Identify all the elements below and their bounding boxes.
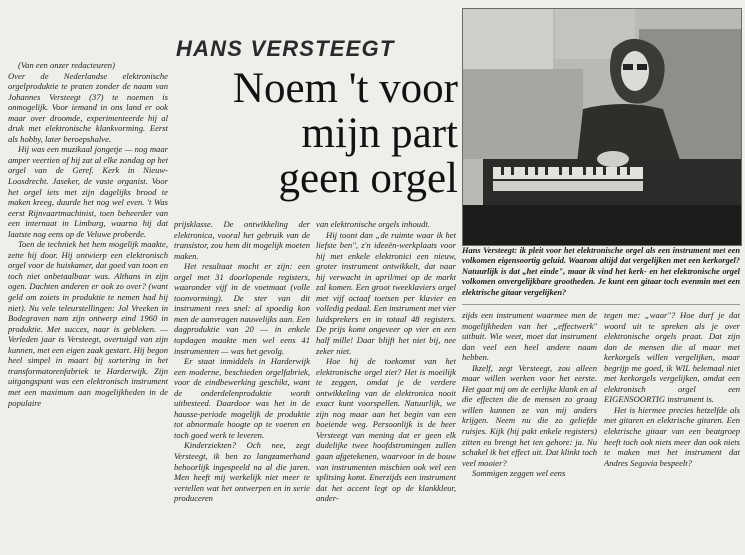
paragraph: Ikzelf, zegt Versteegt, zou alleen maar willen werken voor het eerste. Het gaat mij om de eerlijke klank en al die effecten die de mensen zo graag willen kunnen ze van mij anders krijgen. Neem nu die zo geliefde ruisjes. Kijk (hij pakt enkele registers) zitten eu brengt het ten gehore: ja. Nu schakel ik het effect uit. Dat klinkt toch veel mooier? <box>462 362 597 468</box>
paragraph: prijsklasse. De ontwikkeling der elektronica, vooral het gebruik van de transistor, zou hem dit mogelijk moeten maken. <box>174 219 310 261</box>
headline-line: geen orgel <box>278 155 458 202</box>
article-column-3 <box>316 219 456 552</box>
headline <box>176 66 458 201</box>
article-column-4 <box>462 310 597 552</box>
article-column-5 <box>604 310 740 552</box>
photo-organist <box>462 8 742 246</box>
paragraph: Er staat inmiddels in Harderwijk een moderne, beschieden orgelfabriek, voor de eindbewerking geschikt, want de onderdelenproduktie wordt uitbesteed. Daardoor was het in de hausse-periode mogelijk de produktie tot abnormale hoogte op te voeren en toch goed werk te leveren. <box>174 356 310 440</box>
paragraph: Sommigen zeggen wel eens <box>472 468 566 479</box>
paragraph: Hoe hij de toekomst van het elektronische orgel ziet? Het is moeilijk te zeggen, omdat je de verdere ontwikkeling van de elektronica nooit exact kunt voorspellen. Natuurlijk, we zijn nog maar aan het begin van een boeiende weg. Persoonlijk is de heer Versteegt van mening dat er geen elk dudelijke twee hoofdstromingen zullen gaan afgetekenen, waarvoor in de bouw van instrumenten mischien ook wel een splitsing komt. Enerzijds een instrument dat het accent legt op de klankkleur, ander- <box>316 356 456 504</box>
paragraph: Kinderziekten? Och nee, zegt Versteegt, ik ben zo langzamerhand behoorlijk ingespeeld na al die jaren. Men heeft mij werkelijk niet meer te vertellen wat het ontwerpen en in serie produceren <box>174 440 310 504</box>
paragraph: Hij was een muzikaal jongetje — nog maar amper veertien of hij zat al elke zondag op het orgel van de Geref. Kerk in Nieuw-Loosdrecht. Jaseker, de vaste organist. Voor het orgel iets met zijn dagelijks brood te maken kreeg, duurde het nog wel even. 't Was eerst Rijnvaartmachinist, toen beheerder van een internaat in Limburg, waarna hij dat laatste nog eens op de Veluwe proberde. <box>8 144 168 239</box>
divider <box>462 304 740 305</box>
paragraph: Over de Nederlandse elektronische orgelproduktie te praten zonder de naam van Johannes Versteegt (37) te noemen is onmogelijk. Voor iemand in ons land er ook maar over droomde, experimenteerde hij al druk met elektronische klankvorming. Eerst als hobby, later beroepshalve. <box>8 70 168 144</box>
credit-line: (Van een onzer redacteuren) <box>18 60 115 70</box>
paragraph: van elektronische orgels inhoudt. <box>316 219 430 229</box>
photo-caption: Hans Versteegt: ik pleit voor het elektronische orgel als een instrument met een volkomen eigensoortig geluid. Waarom altijd dat vergelijken met een kerkorgel? Natuurlijk is dat „het einde", maar ik vind het kerk- en het elektronische orgel volkomen onvergelijkbare grootheden. Je kunt een gitaar toch evenmin met een elektrische gitaar vergelijken? <box>462 246 740 297</box>
paragraph: tegen me: „waar"? Hoe durf je dat woord uit te spreken als je over elektronische orgels praat. Dat zijn dan de mensen die al maar met kerkorgels willen vergelijken, maar begrijp me goed, ik WIL helemaal niet met kerkorgels vergelijken, omdat een elektronisch orgel een EIGENSOORTIG instrument is. <box>604 310 740 405</box>
paragraph: Toen de techniek het hem mogelijk maakte, zette hij door. Hij ontwierp een elektronisch orgel voor de huiskamer, dat goed van toon en toch niet onbetaalbaar was. Althans in zijn ogen. Dachten anderen er ook zo over? (want geld om zoiets in produktie te nemen had hij niet). Nu vele teleurstellingen: Jol Vreeken in Bodegraven nam zijn ontwerp eind 1960 in produktie. Met succes, naar is gebleken. — Verleden jaar is Versteegt, overtuigd van zijn kunnen, met een eigen zaak gestart. Hij begon heel simpel in maart bij sortering in het transformatorenfabriek te Harderwijk. Zijn uitgangspunt was een elektronisch instrument met een maximum aan mogelijkheden in de populaire <box>8 239 168 408</box>
article-column-1 <box>8 60 168 552</box>
photo-image <box>463 9 741 245</box>
kicker: HANS VERSTEEGT <box>176 36 395 61</box>
paragraph: zijds een instrument waarmee men de mogelijkheden van het „effectwerk" uitbuit. Wie weet, moet dat instrument dan veel een heel andere naam hebben. <box>462 310 597 363</box>
headline-line: mijn part <box>301 110 458 157</box>
paragraph: Hij toont dan „de ruimte waar ik het liefste ben", z'n ideeën-werkplaats voor hij met enkele elektronici een nieuw, groter instrument ontwikkelt, dat naar hij verwacht in april/mei op de markt zal komen. Een groot tweeklaviers orgel met vijf octaaf toetsen per klavier en volledig pedaal. Een instrument met vier luidsprekers en in totaal 48 registers. De prijs komt ongeveer op vier en een half mille! Daar blijft het niet bij, nee zeker niet. <box>316 229 456 356</box>
headline-line: Noem 't voor <box>232 65 458 112</box>
article-column-2 <box>174 219 310 552</box>
paragraph: Het is hiermee precies hetzelfde als met gitaren en elektrische gitaren. Een elektrische gitaar van een beatgroep heeft toch ook niets meer dan ook niets te maken met het instrument dat Andres Segovia bespeelt? <box>604 404 740 468</box>
paragraph: Het resultaat mocht er zijn: een orgel met 31 doorlopende registers, waaronder vijf in de voetmaat (volle toonvorming). De ster van dit instrument rees snel: al spoedig kon men de aanvragen nauwelijks aan. Een dagproduktie van 20 — in enkele topdagen maakte men wel eens 41 instrumenten — was het gevolg. <box>174 261 310 356</box>
